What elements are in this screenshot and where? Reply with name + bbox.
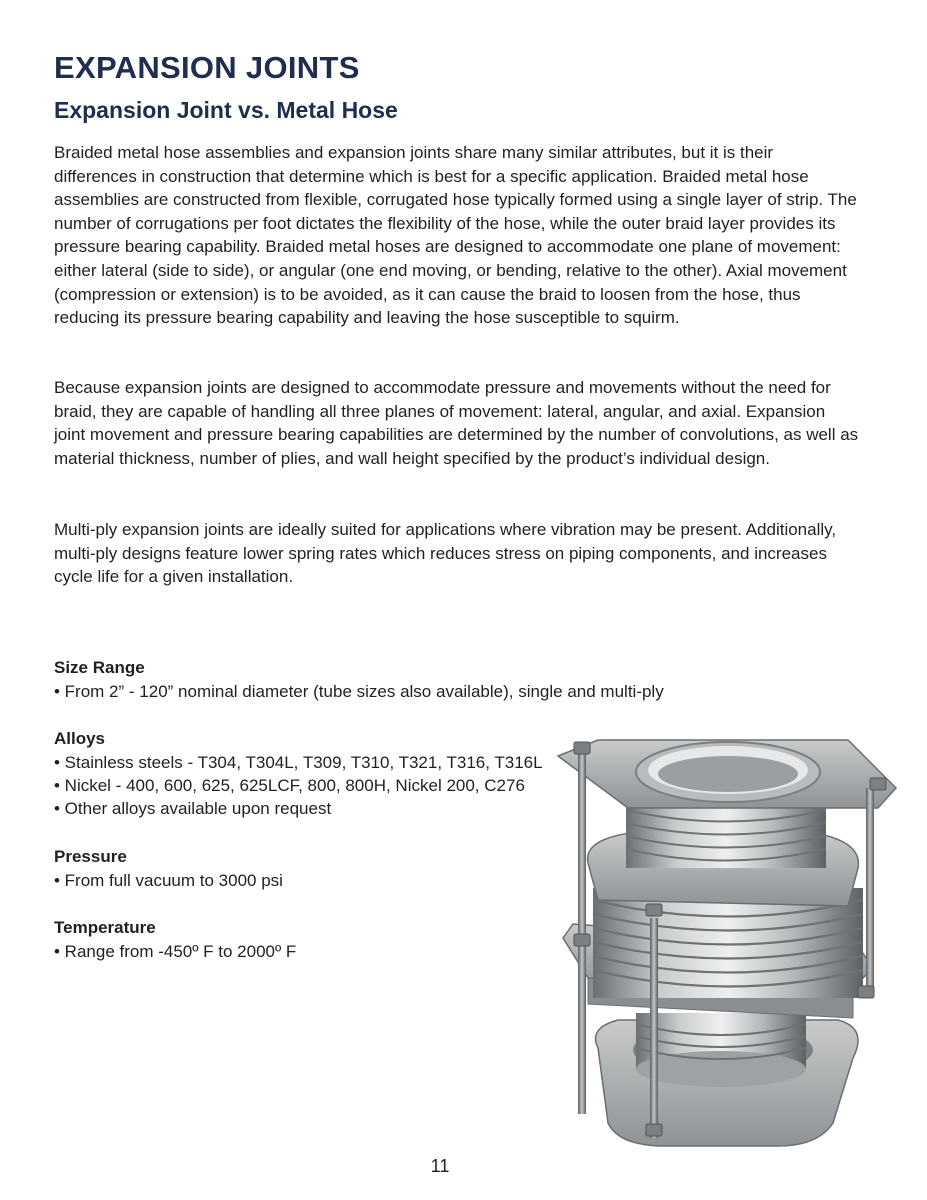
temperature-heading: Temperature bbox=[54, 918, 156, 937]
expansion-joint-photo bbox=[548, 728, 904, 1158]
size-range-item: • From 2” - 120” nominal diameter (tube sizes also available), single and multi-ply bbox=[54, 682, 664, 701]
pressure-item: • From full vacuum to 3000 psi bbox=[54, 871, 283, 890]
alloys-item: • Nickel - 400, 600, 625, 625LCF, 800, 800H, Nickel 200, C276 bbox=[54, 776, 525, 795]
section-subtitle: Expansion Joint vs. Metal Hose bbox=[54, 97, 398, 123]
alloys-heading: Alloys bbox=[54, 729, 106, 748]
temperature-item: • Range from -450º F to 2000º F bbox=[54, 942, 297, 961]
alloys-item: • Other alloys available upon request bbox=[54, 799, 332, 818]
intro-paragraph: Braided metal hose assemblies and expansion joints share many similar attributes, but it is their differences in construction that determine which is best for a specific application. Braided metal hose assemblies are constructed from flexible, corrugated hose typically formed using a single layer of strip. The number of corrugations per foot dictates the flexibility of the hose, while the outer braid layer provides its pressure bearing capability. Braided metal hoses are designed to accommodate one plane of movement: either lateral (side to side), or angular (one end moving, or bending, relative to the other). Axial movement (compression or extension) is to be avoided, as it can cause the braid to loosen from the hose, thus reducing its pressure bearing capability and leaving the hose susceptible to squirm. bbox=[54, 143, 857, 328]
expansion-joint-paragraph: Because expansion joints are designed to accommodate pressure and movements without the need for braid, they are capable of handling all three planes of movement: lateral, angular, and axial. Expansion joint movement and pressure bearing capabilities are determined by the number of convolutions, as well as material thickness, number of plies, and wall height specified by the product’s individual design. bbox=[54, 378, 859, 468]
size-range-heading: Size Range bbox=[54, 658, 145, 677]
alloys-item: • Stainless steels - T304, T304L, T309, T310, T321, T316, T316L bbox=[54, 753, 543, 772]
multi-ply-paragraph: Multi-ply expansion joints are ideally suited for applications where vibration may be present. Additionally, multi-ply designs feature lower spring rates which reduces stress on piping components, and increases cycle life for a given installation. bbox=[54, 520, 837, 587]
pressure-heading: Pressure bbox=[54, 847, 127, 866]
page-number: 11 bbox=[430, 1156, 450, 1176]
page-title: EXPANSION JOINTS bbox=[54, 50, 360, 85]
